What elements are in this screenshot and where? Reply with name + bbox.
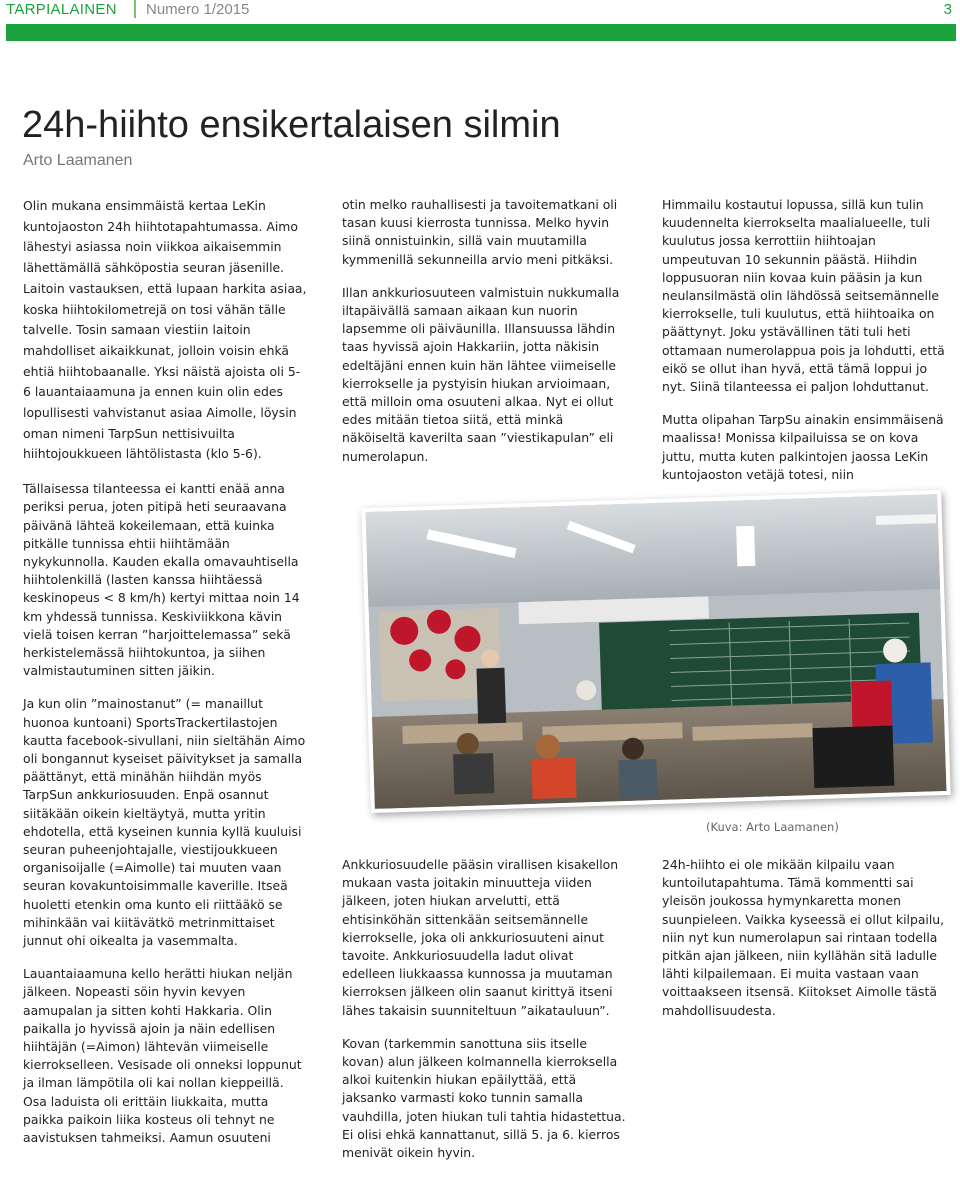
- column-1: [23, 196, 308, 1162]
- column-2-top: [342, 196, 627, 481]
- photo-caption: (Kuva: Arto Laamanen): [706, 820, 839, 834]
- header-separator: [134, 0, 136, 18]
- article-title: 24h-hiihto ensikertalaisen silmin: [22, 104, 561, 146]
- paragraph: Tällaisessa tilanteessa ei kantti enää anna periksi perua, joten pitipä heti seuraavana päivänä lähteä kokeilemaan, että kuinka pitkälle tunnissa ehtii hiihtämään nykykunnolla. Kauden ekalla omavauhtisella hiihtolenkillä (lasten kanssa hiihtäessä keskinopeus < 8 km/h) kertyi mittaa noin 14 km yhdessä tunnissa. Keskiviikkona kävin vielä toisen kerran ”harjoittelemassa” sekä herkistelemässä hiihtokuntoa, ja siihen valmistautuminen sitten jäikin.: [23, 481, 300, 679]
- paragraph: Himmailu kostautui lopussa, sillä kun tulin kuudennelta kierrokselta maalialueelle, tuli kuulutus jossa kerrottiin hiihtoajan umpeutuvan 10 sekunnin päästä. Hiihdin loppusuoran niin kovaa kuin pääsin ja kun neulansilmästä olin lähdössä seitsemännelle kierrokselle, tuli kuulutus, että hiihtoaika on päättynyt. Joku ystävällinen täti tuli heti ottamaan numerolappua pois ja lohdutti, että eikö se ollut ihan hyvä, että tämä loppui jo nyt. Siinä tilanteessa ei paljon lohduttanut.: [662, 197, 945, 395]
- paragraph: Illan ankkuriosuuteen valmistuin nukkumalla iltapäivällä samaan aikaan kun nuorin lapsemme oli päiväunilla. Illansuussa lähdin taas hyvissä ajoin Hakkariin, jotta näkisin edeltäjäni ennen kuin hän lähtee viimeiselle kierrokselle ja pystyisin hiukan arvioimaan, että milloin oma osuuteni alkaa. Nyt ei ollut edes mitään tietoa siitä, että minkä näköiseltä kaverilta saan ”viestikapulan” eli numerolapun.: [342, 284, 620, 464]
- column-3-top: [662, 196, 947, 499]
- article-photo: [361, 490, 950, 813]
- paragraph: Olin mukana ensimmäistä kertaa LeKin kuntojaoston 24h hiihtotapahtumassa. Aimo lähestyi asiassa noin viikkoa aikaisemmin lähettämällä sähköpostia seuran jäsenille. Laitoin vastauksen, että lupaan harkita asiaa, koska hiihtokilometrejä on tosi vähän tälle talvelle. Tosin samaan viestiin laitoin mahdolliset aikaikkunat, jolloin voisin ehkä ehtiä hiihtobaanalle. Yksi näistä ajoista oli 5-6 lauantaiaamuna ja ennen kuin olin edes lopullisesti vahvistanut asiaa Aimolle, löysin oman nimeni TarpSun nettisivuilta hiihtojoukkueen lähtölistasta (klo 5-6).: [23, 198, 307, 462]
- header-rule: [6, 24, 956, 41]
- page-number: 3: [943, 1, 952, 18]
- paragraph: otin melko rauhallisesti ja tavoitematkani oli tasan kuusi kierrosta tunnissa. Melko hyvin siinä onnistuinkin, sillä vain muutamilla kymmenillä sekunneilla arvio meni pitkäksi.: [342, 197, 618, 267]
- paragraph: 24h-hiihto ei ole mikään kilpailu vaan kuntoilutapahtuma. Tämä kommentti sai yleisön joukossa hymynkaretta monen suunpieleen. Vaikka kyseessä ei ollut kilpailu, niin nyt kun numerolapun sai rintaan todella pitkän ajan jälkeen, niin kyllähän sitä ladulle lähti kilpailemaan. Ei muita vastaan vaan voittaakseen itsensä. Kiitokset Aimolle tästä mahdollisuudesta.: [662, 857, 945, 1018]
- classroom-photo-icon: [365, 494, 946, 809]
- paragraph: Mutta olipahan TarpSu ainakin ensimmäisenä maalissa! Monissa kilpailuissa se on kova juttu, mutta kuten palkintojen jaossa LeKin kuntojaoston vetäjä totesi, niin: [662, 412, 944, 482]
- column-3-bottom: [662, 856, 947, 1035]
- column-2-bottom: [342, 856, 627, 1177]
- paragraph: Lauantaiaamuna kello herätti hiukan neljän jälkeen. Nopeasti söin hyvin kevyen aamupalan ja sitten kohti Hakkaria. Olin paikalla jo hyvissä ajoin ja näin edellisen hiihtäjän (=Aimon) lähtevän viimeiselle kierrokselleen. Vesisade oli onneksi loppunut ja ilman lämpötila oli kai nollan kieppeillä. Osa laduista oli erittäin liukkaita, mutta paikka paikoin liika kosteus oli tehnyt ne aavistuksen tahmeiksi. Aamun osuuteni: [23, 966, 302, 1146]
- paragraph: Ankkuriosuudelle pääsin virallisen kisakellon mukaan vasta joitakin minuutteja viiden jälkeen, joten hiukan arvelutti, että ehtisinköhän sittenkään seitsemännelle kierrokselle, joka oli ankkuriosuuteni ainut tavoite. Ankkuriosuudella ladut olivat edelleen liukkaassa kunnossa ja muutaman kierroksen jälkeen olin saanut kirittyä itseni lähes takaisin suunniteltuun ”aikatauluun”.: [342, 857, 619, 1018]
- article-author: Arto Laamanen: [23, 152, 133, 169]
- publication-name: TARPIALAINEN: [6, 1, 117, 18]
- issue-number: Numero 1/2015: [146, 1, 250, 18]
- paragraph: Kovan (tarkemmin sanottuna siis itselle kovan) alun jälkeen kolmannella kierroksella alkoi kuitenkin hiukan epäilyttää, että jaksanko varmasti koko tunnin samalla vauhdilla, joten hiukan tuli tahtia hidastettua. Ei olisi ehkä kannattanut, sillä 5. ja 6. kierros menivät oikein hyvin.: [342, 1035, 626, 1161]
- paragraph: Ja kun olin ”mainostanut” (= manaillut huonoa kuntoani) SportsTrackertilastojen kautta facebook-sivullani, niin sieltähän Aimo oli bongannut kyseiset päivitykset ja samalla päättänyt, että minähän hiihdän myös TarpSun ankkuriosuuden. Enpä osannut siitäkään oikein kieltäytyä, mutta yritin ehdotella, että kyseinen kunnia kyllä kuuluisi seuran puheenjohtajalle, viestijoukkueen organisoijalle (=Aimolle) tai muuten vaan seuran kovakuntoisimmalle kaverille. Itseä huoletti etenkin oma kunto eli riittääkö se mihinkään vai kiitävätkö metrinmittaiset junnut ohi oikealta ja vasemmalta.: [23, 696, 306, 949]
- page-header: [6, 0, 956, 24]
